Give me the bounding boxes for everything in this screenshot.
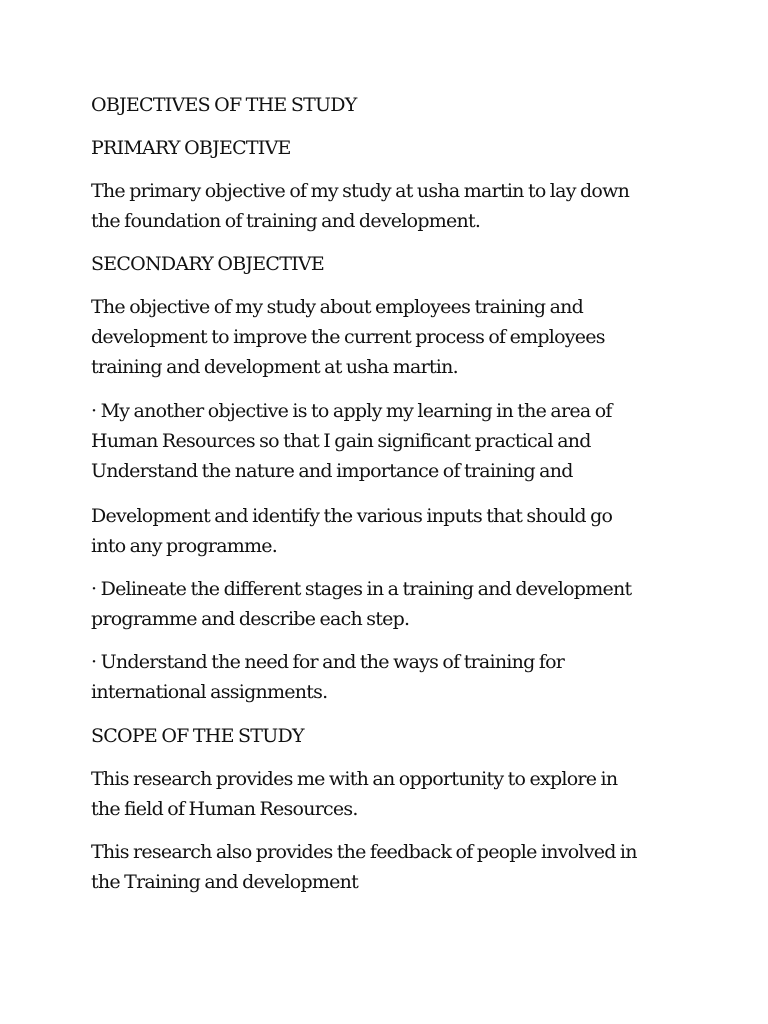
heading-objectives-text: OBJECTIVES OF THE STUDY xyxy=(91,94,357,116)
paragraph-line: The primary objective of my study at usha martin to lay down xyxy=(91,180,630,202)
heading-primary-text: PRIMARY OBJECTIVE xyxy=(91,137,291,159)
bullet-item-international xyxy=(91,647,691,707)
bullet-item-stages xyxy=(91,574,691,634)
secondary-objective-paragraph xyxy=(91,292,691,382)
paragraph-line: Understand the nature and importance of training and xyxy=(91,460,573,482)
scope-paragraph-1 xyxy=(91,764,691,824)
heading-scope-text: SCOPE OF THE STUDY xyxy=(91,725,304,747)
heading-secondary-text: SECONDARY OBJECTIVE xyxy=(91,253,324,275)
scope-paragraph-2 xyxy=(91,837,691,897)
paragraph-line: Development and identify the various inputs that should go xyxy=(91,505,613,527)
paragraph-line: This research also provides the feedback of people involved in xyxy=(91,841,637,863)
paragraph-line: · Understand the need for and the ways of training for xyxy=(91,651,565,673)
bullet-item-learning-continued xyxy=(91,501,691,561)
paragraph-line: This research provides me with an opportunity to explore in xyxy=(91,768,618,790)
paragraph-line: the foundation of training and development. xyxy=(91,210,481,232)
paragraph-line: the field of Human Resources. xyxy=(91,798,358,820)
paragraph-line: programme and describe each step. xyxy=(91,608,410,630)
paragraph-line: Human Resources so that I gain significant practical and xyxy=(91,430,591,452)
paragraph-line: development to improve the current process of employees xyxy=(91,326,605,348)
heading-secondary-objective xyxy=(91,249,691,279)
primary-objective-paragraph xyxy=(91,176,691,236)
heading-primary-objective xyxy=(91,133,691,163)
paragraph-line: the Training and development xyxy=(91,871,359,893)
paragraph-line: into any programme. xyxy=(91,535,278,557)
paragraph-line: training and development at usha martin. xyxy=(91,356,458,378)
paragraph-line: international assignments. xyxy=(91,681,328,703)
paragraph-line: · Delineate the different stages in a training and development xyxy=(91,578,632,600)
bullet-item-learning xyxy=(91,396,691,486)
heading-scope xyxy=(91,721,691,751)
paragraph-line: · My another objective is to apply my learning in the area of xyxy=(91,400,612,422)
heading-objectives xyxy=(91,90,691,120)
paragraph-line: The objective of my study about employees training and xyxy=(91,296,584,318)
